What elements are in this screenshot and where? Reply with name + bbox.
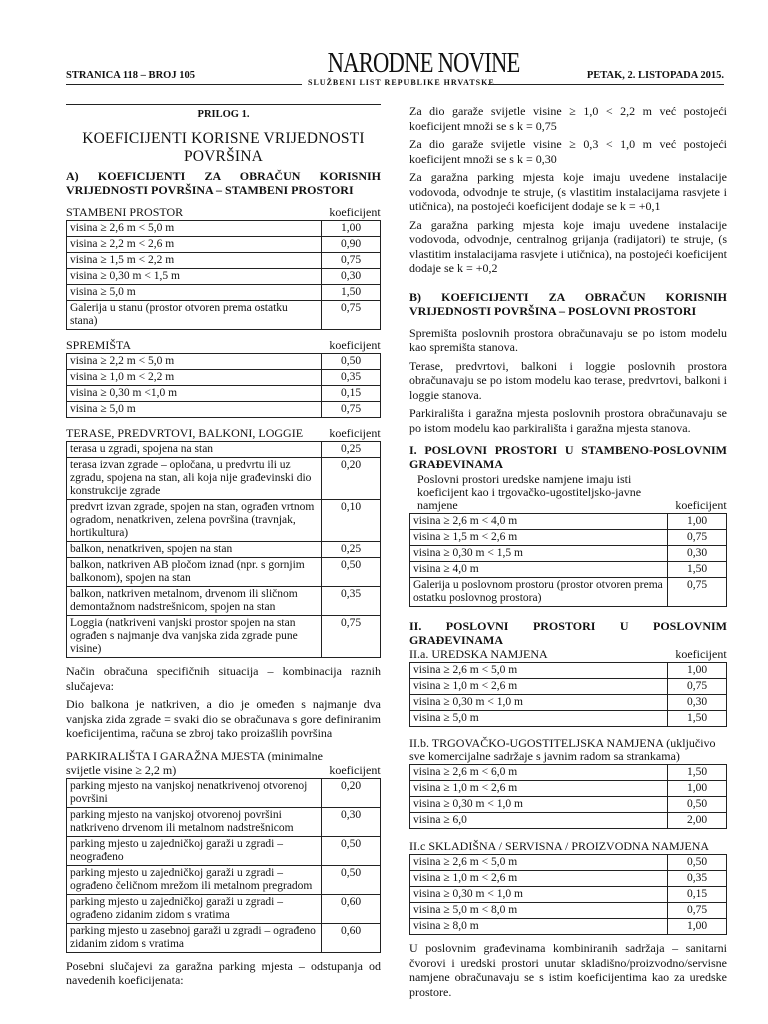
table-row: [410, 514, 727, 530]
row-coefficient: 1,50: [668, 711, 727, 727]
left-column: [66, 104, 381, 992]
section-a-heading: A) KOEFICIJENTI ZA OBRAČUN KORISNIH VRIJEDNOSTI POVRŠINA – STAMBENI PROSTORI: [66, 169, 381, 197]
table-row: [410, 546, 727, 562]
table-row: [410, 578, 727, 607]
masthead: [308, 47, 520, 87]
table-row: [410, 813, 727, 829]
row-coefficient: 0,75: [322, 616, 381, 658]
table-row: [410, 562, 727, 578]
row-coefficient: 0,75: [322, 253, 381, 269]
paragraph: Način obračuna specifičnih situacija – kombinacija raznih slučajeva:: [66, 664, 381, 693]
section-ii-heading: II. POSLOVNI PROSTORI U POSLOVNIM GRAĐEVINAMA: [409, 619, 727, 647]
row-coefficient: 1,00: [322, 221, 381, 237]
row-coefficient: 0,50: [322, 836, 381, 865]
row-description: visina ≥ 1,5 m < 2,2 m: [67, 253, 322, 269]
table-header: [409, 647, 727, 661]
row-description: parking mjesto na vanjskoj nenatkrivenoj otvorenoj površini: [67, 778, 322, 807]
table-label: STAMBENI PROSTOR: [66, 205, 184, 219]
row-coefficient: 0,30: [668, 546, 727, 562]
table-row: [67, 354, 381, 370]
table-row: [67, 221, 381, 237]
table-row: [67, 894, 381, 923]
table-label: II.a. UREDSKA NAMJENA: [409, 647, 548, 661]
row-description: visina ≥ 1,0 m < 2,6 m: [410, 781, 668, 797]
row-coefficient: 2,00: [668, 813, 727, 829]
table-row: [410, 797, 727, 813]
terase-table: [66, 441, 381, 658]
koef-label: koeficijent: [329, 205, 381, 219]
row-description: Galerija u poslovnom prostoru (prostor otvoren prema ostatku poslovnog prostora): [410, 578, 668, 607]
table-row: [67, 442, 381, 458]
row-coefficient: 0,25: [322, 542, 381, 558]
table-row: [67, 836, 381, 865]
paragraph: Parkirališta i garažna mjesta poslovnih prostora obračunavaju se po istom modelu kao parkirališta i garažna mjesta stanova.: [409, 406, 727, 435]
page-number: STRANICA 118 – BROJ 105: [66, 70, 195, 81]
row-coefficient: 0,35: [322, 370, 381, 386]
uredska-table: [409, 662, 727, 727]
paragraph: Posebni slučajevi za garažna parking mjesta – odstupanja od navedenih koeficijenata:: [66, 958, 381, 987]
table-row: [67, 587, 381, 616]
row-description: visina ≥ 1,0 m < 2,6 m: [410, 871, 668, 887]
row-coefficient: 0,50: [322, 354, 381, 370]
stambeni-table: [66, 220, 381, 330]
table-row: [67, 285, 381, 301]
header-rule-left: [66, 84, 302, 85]
table-label: SPREMIŠTA: [66, 338, 132, 352]
table-row: [67, 807, 381, 836]
table-row: [67, 237, 381, 253]
row-coefficient: 1,00: [668, 663, 727, 679]
row-coefficient: 0,75: [322, 402, 381, 418]
table-row: [67, 865, 381, 894]
row-description: visina ≥ 6,0: [410, 813, 668, 829]
row-description: visina ≥ 5,0 m: [67, 402, 322, 418]
table-header: [66, 338, 381, 352]
table-row: [67, 370, 381, 386]
masthead-title: NARODNE NOVINE: [327, 47, 520, 79]
row-coefficient: 0,75: [668, 903, 727, 919]
table-row: [410, 887, 727, 903]
table-header: [66, 426, 381, 440]
table-row: [67, 500, 381, 542]
koef-label: koeficijent: [329, 762, 381, 777]
table-row: [410, 765, 727, 781]
row-coefficient: 0,30: [322, 269, 381, 285]
section-b-heading: B) KOEFICIJENTI ZA OBRAČUN KORISNIH VRIJEDNOSTI POVRŠINA – POSLOVNI PROSTORI: [409, 289, 727, 318]
skladisna-table: [409, 854, 727, 935]
table-label: TERASE, PREDVRTOVI, BALKONI, LOGGIE: [66, 426, 304, 440]
row-description: visina ≥ 0,30 m < 1,0 m: [410, 797, 668, 813]
row-description: visina ≥ 5,0 m < 8,0 m: [410, 903, 668, 919]
row-description: balkon, natkriven metalnom, drvenom ili sličnom demontažnom nadstrešnicom, spojen na stan: [67, 587, 322, 616]
masthead-subtitle: SLUŽBENI LIST REPUBLIKE HRVATSKE: [308, 78, 495, 87]
table-row: [67, 269, 381, 285]
table-row: [410, 695, 727, 711]
row-description: parking mjesto na vanjskoj otvorenoj površini natkriveno drvenom ili metalnom nadstrešnicom: [67, 807, 322, 836]
row-coefficient: 0,25: [322, 442, 381, 458]
row-description: visina ≥ 0,30 m < 1,0 m: [410, 695, 668, 711]
paragraph: Terase, predvrtovi, balkoni i loggie poslovnih prostora obračunavaju se po istom modelu kao terase, predvrtovi, balkoni i loggie stanova.: [409, 358, 727, 402]
row-coefficient: 0,50: [322, 865, 381, 894]
table-row: [410, 663, 727, 679]
table-row: [67, 616, 381, 658]
row-description: Galerija u stanu (prostor otvoren prema ostatku stana): [67, 301, 322, 330]
row-coefficient: 1,50: [322, 285, 381, 301]
paragraph: U poslovnim građevinama kombiniranih sadržaja – sanitarni čvorovi i uredski prostori unutar skladišno/proizvodno/servisne namjene obračunavaju se s istim koeficijentima kao za uredske prostore.: [409, 941, 727, 999]
row-description: visina ≥ 1,5 m < 2,6 m: [410, 530, 668, 546]
table-header: [409, 473, 727, 512]
table-header: [66, 205, 381, 219]
row-coefficient: 0,75: [322, 301, 381, 330]
table-row: [67, 386, 381, 402]
row-coefficient: 0,20: [322, 778, 381, 807]
table-row: [67, 458, 381, 500]
row-description: visina ≥ 1,0 m < 2,6 m: [410, 679, 668, 695]
table-header: [66, 749, 381, 777]
paragraph: Za garažna parking mjesta koje imaju uvedene instalacije vodovoda, odvodnje te struje, (s vlastitim instalacijama rasvjete i utičnica), na postojeći koeficijent dodaje se k = +0,1: [409, 170, 727, 213]
section-i-heading: I. POSLOVNI PROSTORI U STAMBENO-POSLOVNIM GRAĐEVINAMA: [409, 443, 727, 471]
table-row: [67, 778, 381, 807]
table-row: [410, 679, 727, 695]
row-coefficient: 1,00: [668, 514, 727, 530]
row-coefficient: 0,60: [322, 894, 381, 923]
table-row: [410, 871, 727, 887]
paragraph: Za garažna parking mjesta koje imaju uvedene instalacije vodovoda, odvodnje, centralnog grijanja (radijatori) te struje, (s vlastitim instalacijama rasvjete i utičnica), na postojeći koeficijent dodaje se k = +0,2: [409, 217, 727, 275]
poslovni-stambeni-table: [409, 513, 727, 607]
paragraph: Za dio garaže svijetle visine ≥ 1,0 < 2,2 m već postojeći koeficijent množi se s k = 0,75: [409, 104, 727, 133]
header-rule-right: [488, 84, 724, 85]
row-description: visina ≥ 8,0 m: [410, 919, 668, 935]
row-description: parking mjesto u zajedničkoj garaži u zgradi – neograđeno: [67, 836, 322, 865]
table-label: Poslovni prostori uredske namjene imaju isti koeficijent kao i trgovačko-ugostiteljsko-javne namjene: [417, 472, 642, 512]
koef-label: koeficijent: [675, 647, 727, 661]
row-description: balkon, nenatkriven, spojen na stan: [67, 542, 322, 558]
paragraph: Spremišta poslovnih prostora obračunavaju se po istom modelu kao spremišta stanova.: [409, 325, 727, 354]
row-coefficient: 0,50: [668, 855, 727, 871]
table-row: [67, 402, 381, 418]
row-description: visina ≥ 4,0 m: [410, 562, 668, 578]
row-description: terasa izvan zgrade – opločana, u predvrtu ili uz zgradu, spojena na stan, ali koja nije građevinski dio konstrukcije zgrade: [67, 458, 322, 500]
parking-table: [66, 778, 381, 953]
table-row: [67, 542, 381, 558]
row-coefficient: 0,30: [322, 807, 381, 836]
row-description: visina ≥ 2,2 m < 2,6 m: [67, 237, 322, 253]
row-coefficient: 0,30: [668, 695, 727, 711]
row-description: visina ≥ 2,6 m < 5,0 m: [67, 221, 322, 237]
row-description: parking mjesto u zajedničkoj garaži u zgradi – ograđeno čeličnom mrežom ili metalnom pregradom: [67, 865, 322, 894]
table-label: II.c SKLADIŠNA / SERVISNA / PROIZVODNA NAMJENA: [409, 839, 710, 853]
row-description: visina ≥ 1,0 m < 2,2 m: [67, 370, 322, 386]
table-row: [410, 919, 727, 935]
table-row: [410, 530, 727, 546]
row-coefficient: 0,75: [668, 530, 727, 546]
issue-date: PETAK, 2. LISTOPADA 2015.: [586, 70, 724, 81]
row-coefficient: 1,00: [668, 919, 727, 935]
row-description: visina ≥ 2,6 m < 6,0 m: [410, 765, 668, 781]
row-coefficient: 0,35: [322, 587, 381, 616]
row-coefficient: 0,15: [668, 887, 727, 903]
table-header: [409, 737, 727, 763]
row-description: visina ≥ 5,0 m: [67, 285, 322, 301]
row-coefficient: 0,20: [322, 458, 381, 500]
row-coefficient: 0,35: [668, 871, 727, 887]
row-description: visina ≥ 2,2 m < 5,0 m: [67, 354, 322, 370]
row-description: Loggia (natkriveni vanjski prostor spojen na stan ograđen s najmanje dva vanjska zida zgrade pune visine): [67, 616, 322, 658]
row-description: parking mjesto u zajedničkoj garaži u zgradi – ograđeno zidanim zidom s vratima: [67, 894, 322, 923]
row-description: visina ≥ 2,6 m < 4,0 m: [410, 514, 668, 530]
table-row: [67, 558, 381, 587]
row-description: terasa u zgradi, spojena na stan: [67, 442, 322, 458]
row-coefficient: 0,75: [668, 578, 727, 607]
table-row: [67, 301, 381, 330]
row-coefficient: 0,50: [322, 558, 381, 587]
row-coefficient: 0,60: [322, 923, 381, 952]
row-description: parking mjesto u zasebnoj garaži u zgradi – ograđeno zidanim zidom s vratima: [67, 923, 322, 952]
row-description: visina ≥ 2,6 m < 5,0 m: [410, 663, 668, 679]
koef-label: koeficijent: [329, 338, 381, 352]
table-row: [67, 923, 381, 952]
row-description: visina ≥ 0,30 m < 1,5 m: [410, 546, 668, 562]
paragraph: Za dio garaže svijetle visine ≥ 0,3 < 1,0 m već postojeći koeficijent množi se s k = 0,30: [409, 137, 727, 166]
row-coefficient: 0,15: [322, 386, 381, 402]
row-coefficient: 0,10: [322, 500, 381, 542]
koef-label: koeficijent: [329, 426, 381, 440]
table-label: II.b. TRGOVAČKO-UGOSTITELJSKA NAMJENA (uključivo sve komercijalne sadržaje s javnim radom sa strankama): [409, 736, 716, 763]
trgovacka-table: [409, 764, 727, 829]
spremista-table: [66, 353, 381, 418]
row-coefficient: 1,50: [668, 765, 727, 781]
annex-label: PRILOG 1.: [197, 109, 250, 120]
document-title: KOEFICIJENTI KORISNE VRIJEDNOSTI POVRŠINA: [82, 130, 365, 165]
row-coefficient: 0,75: [668, 679, 727, 695]
table-row: [410, 711, 727, 727]
row-coefficient: 1,00: [668, 781, 727, 797]
row-coefficient: 1,50: [668, 562, 727, 578]
paragraph: Dio balkona je natkriven, a dio je omeđen s najmanje dva vanjska zida zgrade = svaki dio se obračunava s gore definiranim koeficijentima, računa se zbroj tako proizašlih površina: [66, 697, 381, 740]
row-description: visina ≥ 0,30 m < 1,0 m: [410, 887, 668, 903]
right-column: [409, 104, 727, 1003]
row-description: predvrt izvan zgrade, spojen na stan, ograđen vrtnom ogradom, nenatkriven, zelena površina (travnjak, hortikultura): [67, 500, 322, 542]
table-header: [409, 839, 727, 853]
table-row: [67, 253, 381, 269]
row-coefficient: 0,90: [322, 237, 381, 253]
table-row: [410, 781, 727, 797]
row-description: visina ≥ 0,30 m < 1,5 m: [67, 269, 322, 285]
row-description: visina ≥ 5,0 m: [410, 711, 668, 727]
row-description: visina ≥ 0,30 m <1,0 m: [67, 386, 322, 402]
row-description: visina ≥ 2,6 m < 5,0 m: [410, 855, 668, 871]
row-description: balkon, natkriven AB pločom iznad (npr. s gornjim balkonom), spojen na stan: [67, 558, 322, 587]
row-coefficient: 0,50: [668, 797, 727, 813]
table-row: [410, 855, 727, 871]
koef-label: koeficijent: [675, 498, 727, 512]
table-label: PARKIRALIŠTA I GARAŽNA MJESTA (minimalne svijetle visine ≥ 2,2 m): [66, 748, 323, 777]
page-header: [66, 47, 724, 100]
table-row: [410, 903, 727, 919]
